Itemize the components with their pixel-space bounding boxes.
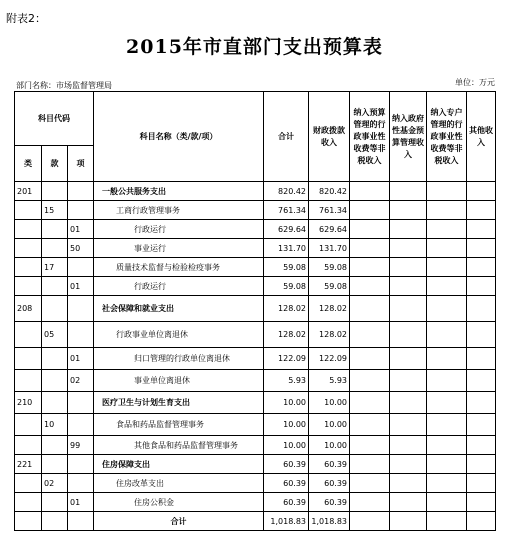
empty-cell	[390, 493, 427, 512]
empty-cell	[390, 258, 427, 277]
fiscal-allocation-cell: 131.70	[309, 239, 350, 258]
total-cell: 5.93	[264, 370, 309, 392]
fiscal-allocation-cell: 10.00	[309, 436, 350, 455]
class-code-cell	[15, 277, 42, 296]
class-code-cell	[15, 239, 42, 258]
total-cell: 128.02	[264, 296, 309, 322]
empty-cell	[427, 474, 467, 493]
item-code-cell: 99	[68, 436, 94, 455]
page-title: 2015年市直部门支出预算表	[126, 36, 383, 58]
budget-table	[14, 91, 496, 531]
empty-cell	[350, 322, 390, 348]
fiscal-allocation-header: 财政拨款收入	[309, 92, 350, 182]
item-header: 项	[68, 146, 94, 182]
total-cell: 131.70	[264, 239, 309, 258]
empty-cell	[350, 239, 390, 258]
table-row	[15, 220, 496, 239]
item-code-cell	[68, 182, 94, 201]
unit-label: 单位：万元	[455, 78, 495, 87]
subject-code-header: 科目代码	[15, 92, 94, 146]
empty-cell	[390, 322, 427, 348]
item-code-cell	[68, 258, 94, 277]
empty-cell	[350, 455, 390, 474]
table-row	[15, 348, 496, 370]
item-code-cell	[68, 474, 94, 493]
grand-total-cell: 1,018.83	[264, 512, 309, 531]
table-row	[15, 370, 496, 392]
empty-cell	[427, 455, 467, 474]
empty-cell	[467, 512, 496, 531]
fiscal-allocation-cell: 128.02	[309, 296, 350, 322]
empty-cell	[390, 436, 427, 455]
fiscal-allocation-cell: 5.93	[309, 370, 350, 392]
other-income-header: 其他收入	[467, 92, 496, 182]
department-name: 部门名称：市场监督管理局	[16, 81, 112, 90]
empty-cell	[350, 296, 390, 322]
section-code-cell	[42, 182, 68, 201]
empty-cell	[350, 392, 390, 414]
empty-cell	[467, 414, 496, 436]
table-row	[15, 239, 496, 258]
fiscal-allocation-cell: 820.42	[309, 182, 350, 201]
special-account-header: 纳入专户管理的行政事业性收费等非税收入	[427, 92, 467, 182]
table-row	[15, 414, 496, 436]
item-code-cell: 50	[68, 239, 94, 258]
section-code-cell	[42, 436, 68, 455]
total-cell: 128.02	[264, 322, 309, 348]
fiscal-allocation-cell: 10.00	[309, 414, 350, 436]
total-cell: 629.64	[264, 220, 309, 239]
empty-cell	[390, 348, 427, 370]
empty-cell	[467, 182, 496, 201]
item-code-cell: 01	[68, 348, 94, 370]
fiscal-allocation-cell: 60.39	[309, 474, 350, 493]
empty-cell	[390, 277, 427, 296]
empty-cell	[390, 296, 427, 322]
empty-cell	[427, 392, 467, 414]
item-code-cell: 01	[68, 277, 94, 296]
empty-cell	[350, 277, 390, 296]
class-code-cell	[15, 370, 42, 392]
empty-cell	[390, 392, 427, 414]
section-code-cell	[42, 348, 68, 370]
class-code-cell	[15, 220, 42, 239]
class-code-cell: 210	[15, 392, 42, 414]
class-code-cell	[15, 414, 42, 436]
budget-mgmt-income-header: 纳入预算管理的行政事业性收费等非税收入	[350, 92, 390, 182]
class-code-cell	[15, 348, 42, 370]
subject-name-cell: 质量技术监督与检验检疫事务	[94, 258, 264, 277]
empty-cell	[467, 258, 496, 277]
empty-cell	[350, 474, 390, 493]
class-code-cell	[15, 258, 42, 277]
total-row	[15, 512, 496, 531]
fiscal-allocation-cell: 60.39	[309, 455, 350, 474]
empty-cell	[427, 493, 467, 512]
empty-cell	[427, 201, 467, 220]
subject-name-header: 科目名称（类/款/项）	[94, 92, 264, 182]
total-cell: 10.00	[264, 414, 309, 436]
empty-cell	[467, 493, 496, 512]
subject-name-cell: 其他食品和药品监督管理事务	[94, 436, 264, 455]
empty-cell	[427, 239, 467, 258]
empty-cell	[427, 414, 467, 436]
section-header: 款	[42, 146, 68, 182]
section-code-cell	[42, 370, 68, 392]
item-code-cell: 01	[68, 493, 94, 512]
table-row	[15, 296, 496, 322]
empty-cell	[390, 220, 427, 239]
total-cell: 761.34	[264, 201, 309, 220]
empty-cell	[427, 296, 467, 322]
empty-cell	[467, 455, 496, 474]
total-cell: 820.42	[264, 182, 309, 201]
empty-cell	[467, 239, 496, 258]
section-code-cell	[42, 277, 68, 296]
empty-cell	[350, 512, 390, 531]
section-code-cell	[42, 493, 68, 512]
empty-cell	[467, 277, 496, 296]
total-cell: 122.09	[264, 348, 309, 370]
class-code-cell	[15, 201, 42, 220]
table-row	[15, 493, 496, 512]
empty-cell	[467, 392, 496, 414]
table-row	[15, 258, 496, 277]
empty-cell	[350, 201, 390, 220]
empty-cell	[350, 370, 390, 392]
subject-name-cell: 行政运行	[94, 277, 264, 296]
fiscal-allocation-cell: 60.39	[309, 493, 350, 512]
item-code-cell: 02	[68, 370, 94, 392]
empty-cell	[467, 322, 496, 348]
subject-name-cell: 食品和药品监督管理事务	[94, 414, 264, 436]
item-code-cell	[68, 455, 94, 474]
class-code-cell	[15, 436, 42, 455]
section-code-cell	[42, 220, 68, 239]
empty-cell	[427, 322, 467, 348]
section-code-cell	[42, 455, 68, 474]
empty-cell	[427, 436, 467, 455]
section-code-cell: 15	[42, 201, 68, 220]
empty-cell	[427, 348, 467, 370]
subject-name-cell: 事业运行	[94, 239, 264, 258]
subject-name-cell: 归口管理的行政单位离退休	[94, 348, 264, 370]
empty-cell	[390, 512, 427, 531]
class-code-cell	[15, 322, 42, 348]
table-row	[15, 277, 496, 296]
empty-cell	[467, 348, 496, 370]
empty-cell	[467, 201, 496, 220]
subject-name-cell: 一般公共服务支出	[94, 182, 264, 201]
empty-cell	[427, 277, 467, 296]
empty-cell	[350, 414, 390, 436]
class-code-cell: 201	[15, 182, 42, 201]
table-row	[15, 201, 496, 220]
fiscal-allocation-cell: 761.34	[309, 201, 350, 220]
fiscal-allocation-cell: 128.02	[309, 322, 350, 348]
total-label-cell: 合计	[94, 512, 264, 531]
fiscal-allocation-cell: 10.00	[309, 392, 350, 414]
empty-cell	[467, 436, 496, 455]
item-code-cell	[68, 392, 94, 414]
govt-fund-header: 纳入政府性基金预算管理收入	[390, 92, 427, 182]
subject-name-cell: 工商行政管理事务	[94, 201, 264, 220]
empty-cell	[350, 348, 390, 370]
table-row	[15, 455, 496, 474]
fiscal-allocation-cell: 59.08	[309, 277, 350, 296]
total-cell: 60.39	[264, 455, 309, 474]
empty-cell	[68, 512, 94, 531]
total-cell: 60.39	[264, 474, 309, 493]
item-code-cell	[68, 322, 94, 348]
empty-cell	[350, 493, 390, 512]
fiscal-allocation-cell: 59.08	[309, 258, 350, 277]
class-code-cell: 221	[15, 455, 42, 474]
empty-cell	[390, 182, 427, 201]
empty-cell	[350, 182, 390, 201]
table-row	[15, 322, 496, 348]
subject-name-cell: 事业单位离退休	[94, 370, 264, 392]
class-code-cell: 208	[15, 296, 42, 322]
item-code-cell	[68, 296, 94, 322]
section-code-cell	[42, 392, 68, 414]
grand-fiscal-cell: 1,018.83	[309, 512, 350, 531]
subject-name-cell: 行政运行	[94, 220, 264, 239]
total-cell: 59.08	[264, 277, 309, 296]
subject-name-cell: 行政事业单位离退休	[94, 322, 264, 348]
section-code-cell: 17	[42, 258, 68, 277]
section-code-cell	[42, 296, 68, 322]
empty-cell	[467, 220, 496, 239]
table-row	[15, 436, 496, 455]
class-header: 类	[15, 146, 42, 182]
total-cell: 10.00	[264, 436, 309, 455]
empty-cell	[427, 370, 467, 392]
total-cell: 10.00	[264, 392, 309, 414]
item-code-cell	[68, 414, 94, 436]
total-header: 合计	[264, 92, 309, 182]
subject-name-cell: 社会保障和就业支出	[94, 296, 264, 322]
table-row	[15, 392, 496, 414]
table-row	[15, 474, 496, 493]
empty-cell	[42, 512, 68, 531]
appendix-label: 附表2：	[6, 12, 46, 25]
subject-name-cell: 住房保障支出	[94, 455, 264, 474]
section-code-cell	[42, 239, 68, 258]
empty-cell	[427, 258, 467, 277]
empty-cell	[350, 258, 390, 277]
total-cell: 60.39	[264, 493, 309, 512]
empty-cell	[390, 370, 427, 392]
subject-name-cell: 住房公积金	[94, 493, 264, 512]
subject-name-cell: 医疗卫生与计划生育支出	[94, 392, 264, 414]
fiscal-allocation-cell: 122.09	[309, 348, 350, 370]
empty-cell	[427, 512, 467, 531]
item-code-cell: 01	[68, 220, 94, 239]
total-cell: 59.08	[264, 258, 309, 277]
empty-cell	[390, 201, 427, 220]
section-code-cell: 10	[42, 414, 68, 436]
empty-cell	[467, 296, 496, 322]
empty-cell	[390, 414, 427, 436]
empty-cell	[15, 512, 42, 531]
item-code-cell	[68, 201, 94, 220]
fiscal-allocation-cell: 629.64	[309, 220, 350, 239]
section-code-cell: 02	[42, 474, 68, 493]
empty-cell	[390, 239, 427, 258]
subject-name-cell: 住房改革支出	[94, 474, 264, 493]
class-code-cell	[15, 493, 42, 512]
class-code-cell	[15, 474, 42, 493]
empty-cell	[350, 436, 390, 455]
empty-cell	[350, 220, 390, 239]
section-code-cell: 05	[42, 322, 68, 348]
empty-cell	[427, 182, 467, 201]
empty-cell	[467, 474, 496, 493]
table-row	[15, 182, 496, 201]
empty-cell	[390, 474, 427, 493]
empty-cell	[467, 370, 496, 392]
empty-cell	[427, 220, 467, 239]
empty-cell	[390, 455, 427, 474]
